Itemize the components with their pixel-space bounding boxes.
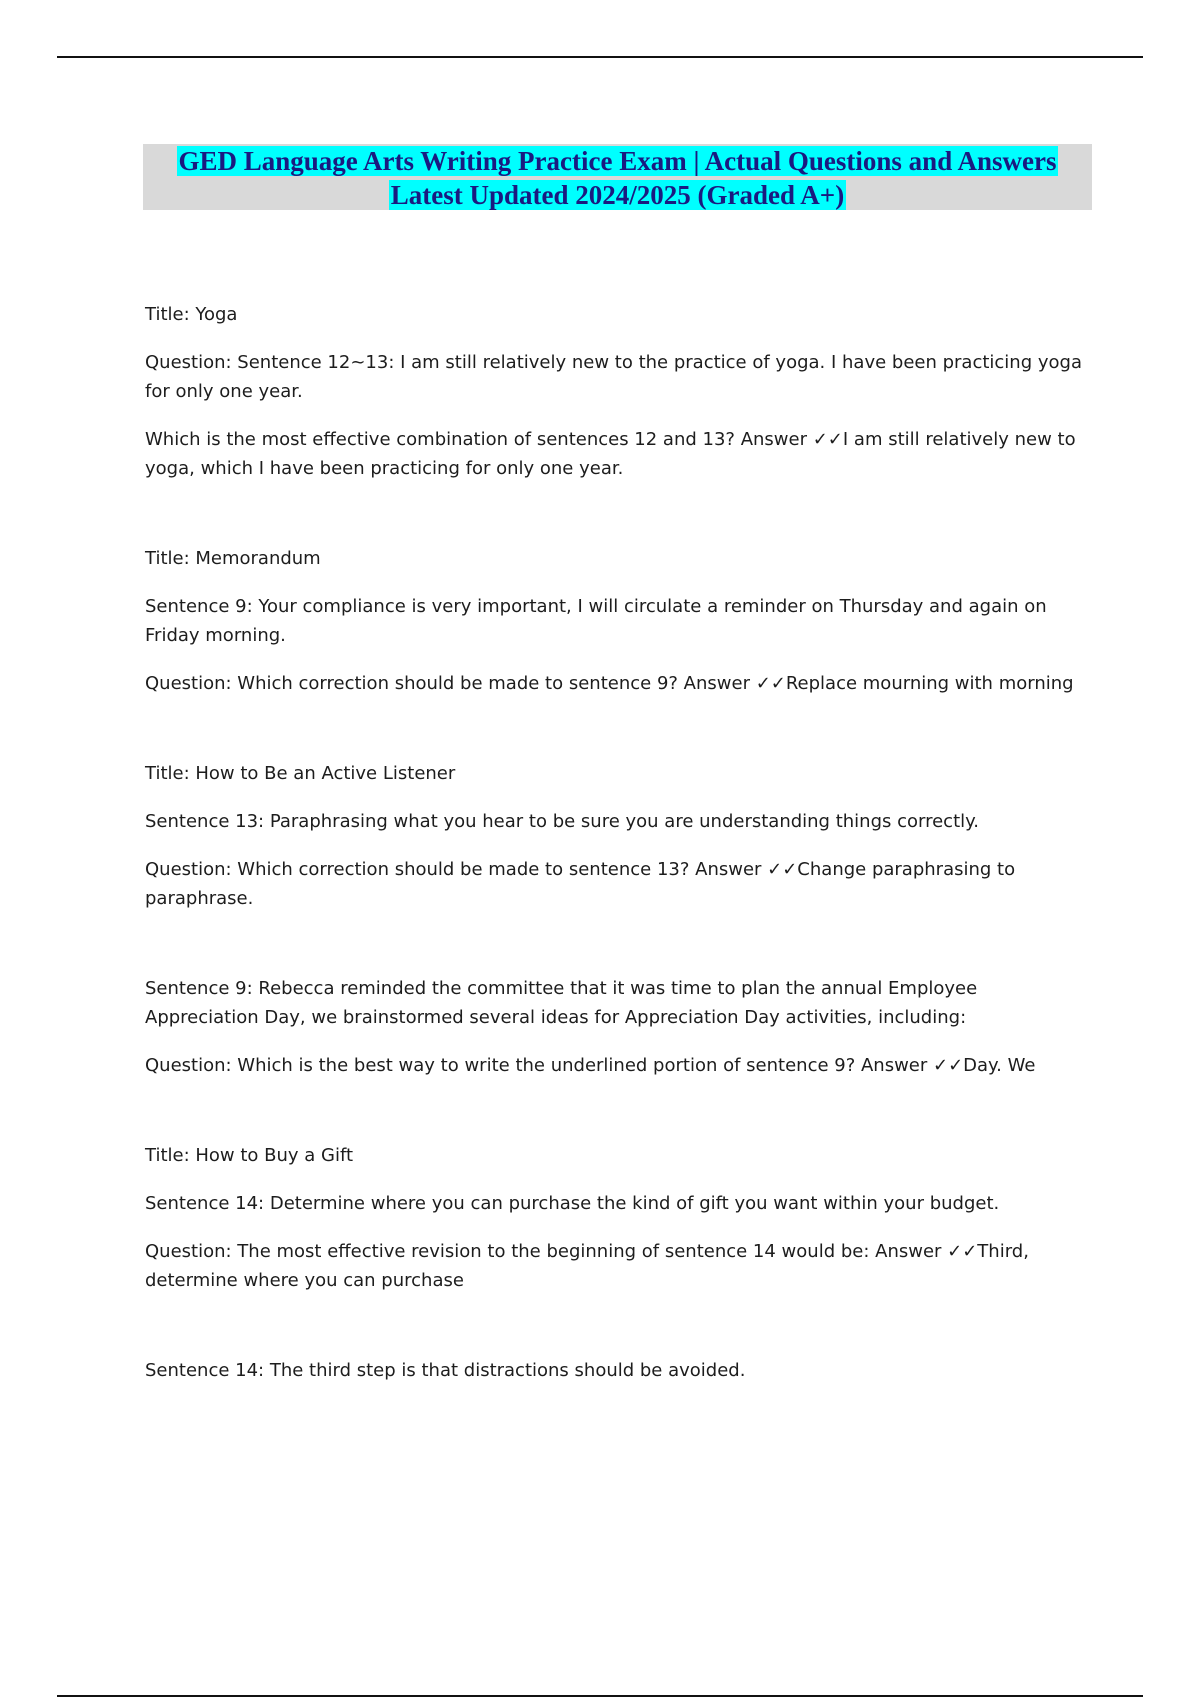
title-line-2: Latest Updated 2024/2025 (Graded A+) [390,180,845,210]
title-line-1: GED Language Arts Writing Practice Exam | Actual Questions and Answers [178,146,1057,176]
section-title: Title: Yoga [145,304,238,325]
section-title: Title: How to Buy a Gift [145,1145,354,1166]
footer-rule [57,1695,1143,1697]
sentence-text: Sentence 9: Your compliance is very important, I will circulate a reminder on Thursday and again on Friday morning. [145,596,1047,646]
section-buy-gift [145,1141,1090,1295]
answer-text: Question: Which is the best way to write the underlined portion of sentence 9? Answer ✓✓Day. We [145,1055,1036,1076]
section-title: Title: How to Be an Active Listener [145,763,456,784]
sentence-text: Sentence 13: Paraphrasing what you hear to be sure you are understanding things correctly. [145,811,979,832]
sentence-text: Sentence 14: Determine where you can purchase the kind of gift you want within your budget. [145,1193,1000,1214]
document-title [143,144,1092,210]
section-memorandum [145,544,1090,698]
question-text: Question: Sentence 12~13: I am still relatively new to the practice of yoga. I have been practicing yoga for only one year. [145,352,1082,402]
section-title: Title: Memorandum [145,548,321,569]
answer-text: Question: Which correction should be made to sentence 13? Answer ✓✓Change paraphrasing to paraphrase. [145,859,1016,909]
section-distractions [145,1356,1090,1385]
header-rule [57,56,1143,58]
section-active-listener [145,759,1090,913]
section-yoga [145,300,1090,483]
section-appreciation-day [145,974,1090,1080]
document-body [145,300,1090,1404]
answer-text: Question: Which correction should be made to sentence 9? Answer ✓✓Replace mourning with morning [145,673,1074,694]
answer-text: Which is the most effective combination of sentences 12 and 13? Answer ✓✓I am still relatively new to yoga, which I have been practicing for only one year. [145,429,1076,479]
answer-text: Question: The most effective revision to the beginning of sentence 14 would be: Answer ✓✓Third, determine where you can purchase [145,1241,1029,1291]
sentence-text: Sentence 14: The third step is that distractions should be avoided. [145,1360,746,1381]
sentence-text: Sentence 9: Rebecca reminded the committee that it was time to plan the annual Employee Appreciation Day, we brainstormed several ideas for Appreciation Day activities, including: [145,978,978,1028]
